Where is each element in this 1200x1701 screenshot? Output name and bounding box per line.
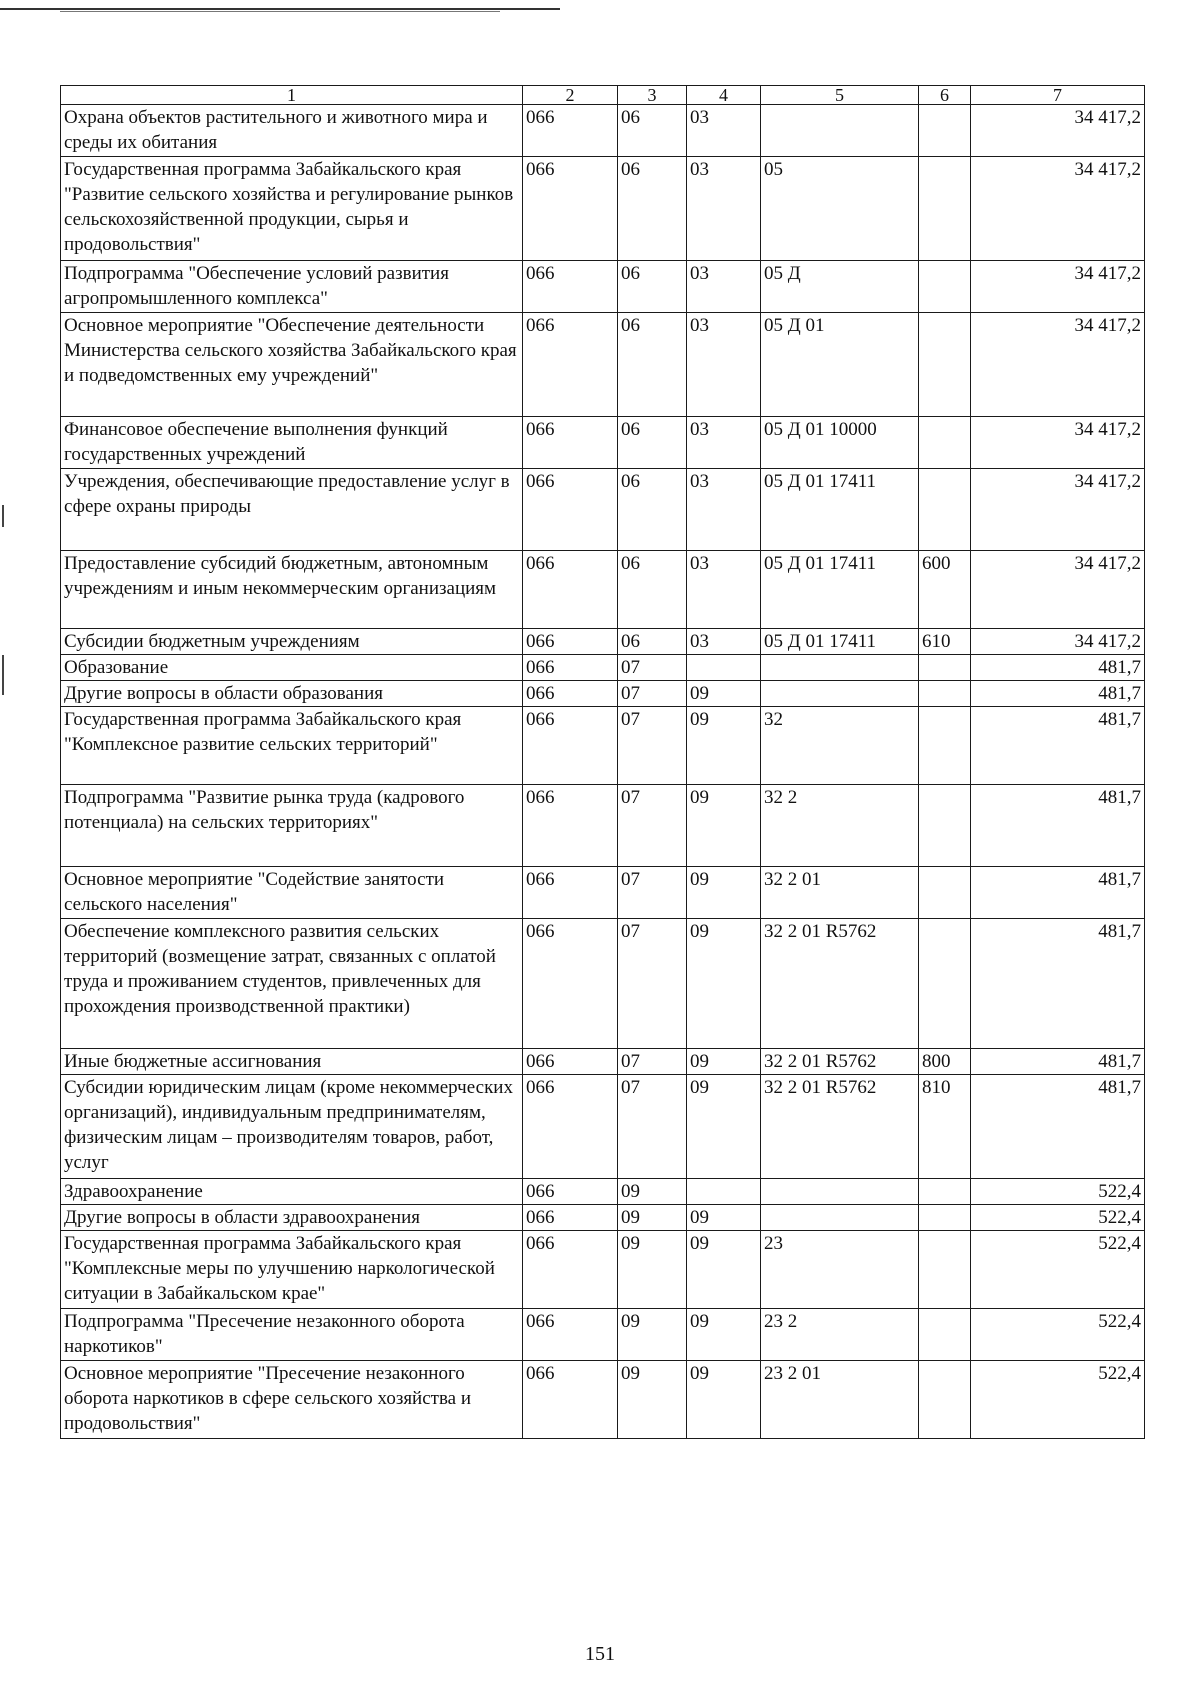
- row-target: [761, 655, 919, 681]
- row-expense-type: [919, 105, 971, 157]
- row-target: [761, 1205, 919, 1231]
- row-amount: 34 417,2: [971, 417, 1145, 469]
- row-section: 07: [618, 867, 687, 919]
- row-name: Субсидии юридическим лицам (кроме некоммерческих организаций), индивидуальным предпринимателям, физическим лицам – производителям товаров, работ, услуг: [61, 1075, 523, 1179]
- row-target: 05 Д 01 10000: [761, 417, 919, 469]
- row-amount: 481,7: [971, 1075, 1145, 1179]
- row-code: 066: [523, 655, 618, 681]
- row-code: 066: [523, 681, 618, 707]
- table-row: [61, 867, 1145, 919]
- row-section: 09: [618, 1361, 687, 1439]
- row-name: Здравоохранение: [61, 1179, 523, 1205]
- row-target: [761, 105, 919, 157]
- row-amount: 34 417,2: [971, 261, 1145, 313]
- scan-edge-line: [0, 8, 560, 10]
- row-target: 05 Д 01: [761, 313, 919, 417]
- row-expense-type: [919, 867, 971, 919]
- row-code: 066: [523, 1309, 618, 1361]
- row-subsection: 03: [687, 261, 761, 313]
- row-expense-type: [919, 919, 971, 1049]
- row-name: Охрана объектов растительного и животного мира и среды их обитания: [61, 105, 523, 157]
- row-name: Основное мероприятие "Пресечение незаконного оборота наркотиков в сфере сельского хозяйства и продовольствия": [61, 1361, 523, 1439]
- row-name: Иные бюджетные ассигнования: [61, 1049, 523, 1075]
- row-name: Образование: [61, 655, 523, 681]
- row-target: 05 Д 01 17411: [761, 469, 919, 551]
- table-row: [61, 707, 1145, 785]
- row-target: 32: [761, 707, 919, 785]
- page-number: 151: [585, 1643, 615, 1665]
- scan-edge-line-secondary: [60, 11, 500, 12]
- row-amount: 522,4: [971, 1179, 1145, 1205]
- row-expense-type: [919, 157, 971, 261]
- row-target: 32 2 01: [761, 867, 919, 919]
- row-expense-type: [919, 1179, 971, 1205]
- row-subsection: 03: [687, 469, 761, 551]
- row-amount: 481,7: [971, 785, 1145, 867]
- row-name: Субсидии бюджетным учреждениям: [61, 629, 523, 655]
- row-name: Государственная программа Забайкальского края "Комплексное развитие сельских территорий": [61, 707, 523, 785]
- table-row: [61, 157, 1145, 261]
- row-name: Государственная программа Забайкальского края "Развитие сельского хозяйства и регулирование рынков сельскохозяйственной продукции, сырья и продовольствия": [61, 157, 523, 261]
- row-expense-type: [919, 1205, 971, 1231]
- column-header: 1: [61, 86, 523, 105]
- row-section: 07: [618, 1049, 687, 1075]
- row-amount: 522,4: [971, 1309, 1145, 1361]
- row-target: 05 Д 01 17411: [761, 551, 919, 629]
- table-row: [61, 1075, 1145, 1179]
- row-section: 07: [618, 1075, 687, 1179]
- row-name: Другие вопросы в области здравоохранения: [61, 1205, 523, 1231]
- row-subsection: 03: [687, 629, 761, 655]
- column-header: 3: [618, 86, 687, 105]
- row-expense-type: [919, 417, 971, 469]
- row-expense-type: [919, 1361, 971, 1439]
- row-subsection: 09: [687, 919, 761, 1049]
- row-code: 066: [523, 919, 618, 1049]
- row-subsection: 03: [687, 157, 761, 261]
- row-subsection: 09: [687, 1049, 761, 1075]
- scan-margin-mark: [2, 655, 4, 695]
- row-name: Учреждения, обеспечивающие предоставление услуг в сфере охраны природы: [61, 469, 523, 551]
- row-name: Обеспечение комплексного развития сельских территорий (возмещение затрат, связанных с оплатой труда и проживанием студентов, привлеченных для прохождения производственной практики): [61, 919, 523, 1049]
- table-row: [61, 1205, 1145, 1231]
- row-name: Основное мероприятие "Обеспечение деятельности Министерства сельского хозяйства Забайкальского края и подведомственных ему учреждений": [61, 313, 523, 417]
- row-amount: 34 417,2: [971, 469, 1145, 551]
- row-name: Основное мероприятие "Содействие занятости сельского населения": [61, 867, 523, 919]
- row-code: 066: [523, 785, 618, 867]
- row-name: Предоставление субсидий бюджетным, автономным учреждениям и иным некоммерческим организациям: [61, 551, 523, 629]
- row-amount: 34 417,2: [971, 157, 1145, 261]
- row-name: Государственная программа Забайкальского края "Комплексные меры по улучшению наркологической ситуации в Забайкальском крае": [61, 1231, 523, 1309]
- row-section: 07: [618, 919, 687, 1049]
- column-header: 4: [687, 86, 761, 105]
- row-target: 05: [761, 157, 919, 261]
- table-row: [61, 1179, 1145, 1205]
- row-expense-type: [919, 1231, 971, 1309]
- row-subsection: [687, 655, 761, 681]
- row-code: 066: [523, 629, 618, 655]
- row-section: 06: [618, 551, 687, 629]
- table-row: [61, 261, 1145, 313]
- row-section: 06: [618, 157, 687, 261]
- row-amount: 34 417,2: [971, 313, 1145, 417]
- row-subsection: 09: [687, 681, 761, 707]
- row-target: [761, 1179, 919, 1205]
- row-expense-type: [919, 1309, 971, 1361]
- row-code: 066: [523, 417, 618, 469]
- row-code: 066: [523, 469, 618, 551]
- table-row: [61, 919, 1145, 1049]
- row-code: 066: [523, 1205, 618, 1231]
- row-section: 07: [618, 655, 687, 681]
- row-target: 23 2 01: [761, 1361, 919, 1439]
- row-subsection: [687, 1179, 761, 1205]
- row-target: 32 2 01 R5762: [761, 1049, 919, 1075]
- row-name: Другие вопросы в области образования: [61, 681, 523, 707]
- table-row: [61, 1309, 1145, 1361]
- row-subsection: 03: [687, 417, 761, 469]
- row-target: [761, 681, 919, 707]
- row-name: Финансовое обеспечение выполнения функций государственных учреждений: [61, 417, 523, 469]
- row-expense-type: [919, 313, 971, 417]
- row-target: 23 2: [761, 1309, 919, 1361]
- budget-table: [60, 85, 1145, 1439]
- row-code: 066: [523, 105, 618, 157]
- row-code: 066: [523, 1361, 618, 1439]
- table-row: [61, 417, 1145, 469]
- row-section: 09: [618, 1309, 687, 1361]
- row-section: 06: [618, 313, 687, 417]
- row-amount: 522,4: [971, 1361, 1145, 1439]
- row-target: 23: [761, 1231, 919, 1309]
- row-section: 06: [618, 261, 687, 313]
- row-expense-type: [919, 655, 971, 681]
- row-subsection: 03: [687, 105, 761, 157]
- row-subsection: 09: [687, 1205, 761, 1231]
- table-row: [61, 469, 1145, 551]
- row-section: 07: [618, 681, 687, 707]
- row-name: Подпрограмма "Развитие рынка труда (кадрового потенциала) на сельских территориях": [61, 785, 523, 867]
- scan-margin-mark: [2, 505, 4, 527]
- row-subsection: 09: [687, 1309, 761, 1361]
- row-subsection: 09: [687, 1075, 761, 1179]
- row-target: 32 2 01 R5762: [761, 1075, 919, 1179]
- row-name: Подпрограмма "Пресечение незаконного оборота наркотиков": [61, 1309, 523, 1361]
- row-amount: 481,7: [971, 707, 1145, 785]
- table-row: [61, 551, 1145, 629]
- row-expense-type: [919, 785, 971, 867]
- row-amount: 34 417,2: [971, 629, 1145, 655]
- row-section: 07: [618, 785, 687, 867]
- table-row: [61, 655, 1145, 681]
- table-row: [61, 1361, 1145, 1439]
- table-row: [61, 105, 1145, 157]
- table-row: [61, 1231, 1145, 1309]
- row-subsection: 09: [687, 1361, 761, 1439]
- row-amount: 481,7: [971, 1049, 1145, 1075]
- row-subsection: 09: [687, 1231, 761, 1309]
- row-amount: 34 417,2: [971, 105, 1145, 157]
- row-section: 09: [618, 1205, 687, 1231]
- row-subsection: 03: [687, 313, 761, 417]
- table-row: [61, 1049, 1145, 1075]
- row-section: 07: [618, 707, 687, 785]
- row-target: 32 2 01 R5762: [761, 919, 919, 1049]
- row-subsection: 09: [687, 707, 761, 785]
- row-code: 066: [523, 1049, 618, 1075]
- row-target: 05 Д: [761, 261, 919, 313]
- column-header: 7: [971, 86, 1145, 105]
- row-expense-type: [919, 707, 971, 785]
- row-code: 066: [523, 157, 618, 261]
- row-amount: 522,4: [971, 1231, 1145, 1309]
- row-section: 09: [618, 1179, 687, 1205]
- table-row: [61, 629, 1145, 655]
- row-code: 066: [523, 313, 618, 417]
- column-header: 2: [523, 86, 618, 105]
- row-expense-type: 800: [919, 1049, 971, 1075]
- row-expense-type: [919, 681, 971, 707]
- row-code: 066: [523, 1075, 618, 1179]
- row-subsection: 09: [687, 867, 761, 919]
- row-expense-type: 610: [919, 629, 971, 655]
- row-target: 32 2: [761, 785, 919, 867]
- row-target: 05 Д 01 17411: [761, 629, 919, 655]
- row-section: 06: [618, 417, 687, 469]
- row-amount: 34 417,2: [971, 551, 1145, 629]
- row-name: Подпрограмма "Обеспечение условий развития агропромышленного комплекса": [61, 261, 523, 313]
- row-amount: 481,7: [971, 867, 1145, 919]
- row-code: 066: [523, 707, 618, 785]
- row-expense-type: [919, 469, 971, 551]
- table-row: [61, 681, 1145, 707]
- row-expense-type: [919, 261, 971, 313]
- column-header: 6: [919, 86, 971, 105]
- row-subsection: 03: [687, 551, 761, 629]
- row-subsection: 09: [687, 785, 761, 867]
- row-section: 06: [618, 469, 687, 551]
- row-code: 066: [523, 1231, 618, 1309]
- row-expense-type: 600: [919, 551, 971, 629]
- row-section: 09: [618, 1231, 687, 1309]
- column-header: 5: [761, 86, 919, 105]
- table-row: [61, 313, 1145, 417]
- row-code: 066: [523, 261, 618, 313]
- table-row: [61, 785, 1145, 867]
- row-section: 06: [618, 105, 687, 157]
- column-number-row: [61, 86, 1145, 105]
- row-section: 06: [618, 629, 687, 655]
- row-amount: 481,7: [971, 681, 1145, 707]
- row-code: 066: [523, 551, 618, 629]
- row-amount: 481,7: [971, 655, 1145, 681]
- row-amount: 522,4: [971, 1205, 1145, 1231]
- row-amount: 481,7: [971, 919, 1145, 1049]
- row-code: 066: [523, 1179, 618, 1205]
- row-expense-type: 810: [919, 1075, 971, 1179]
- row-code: 066: [523, 867, 618, 919]
